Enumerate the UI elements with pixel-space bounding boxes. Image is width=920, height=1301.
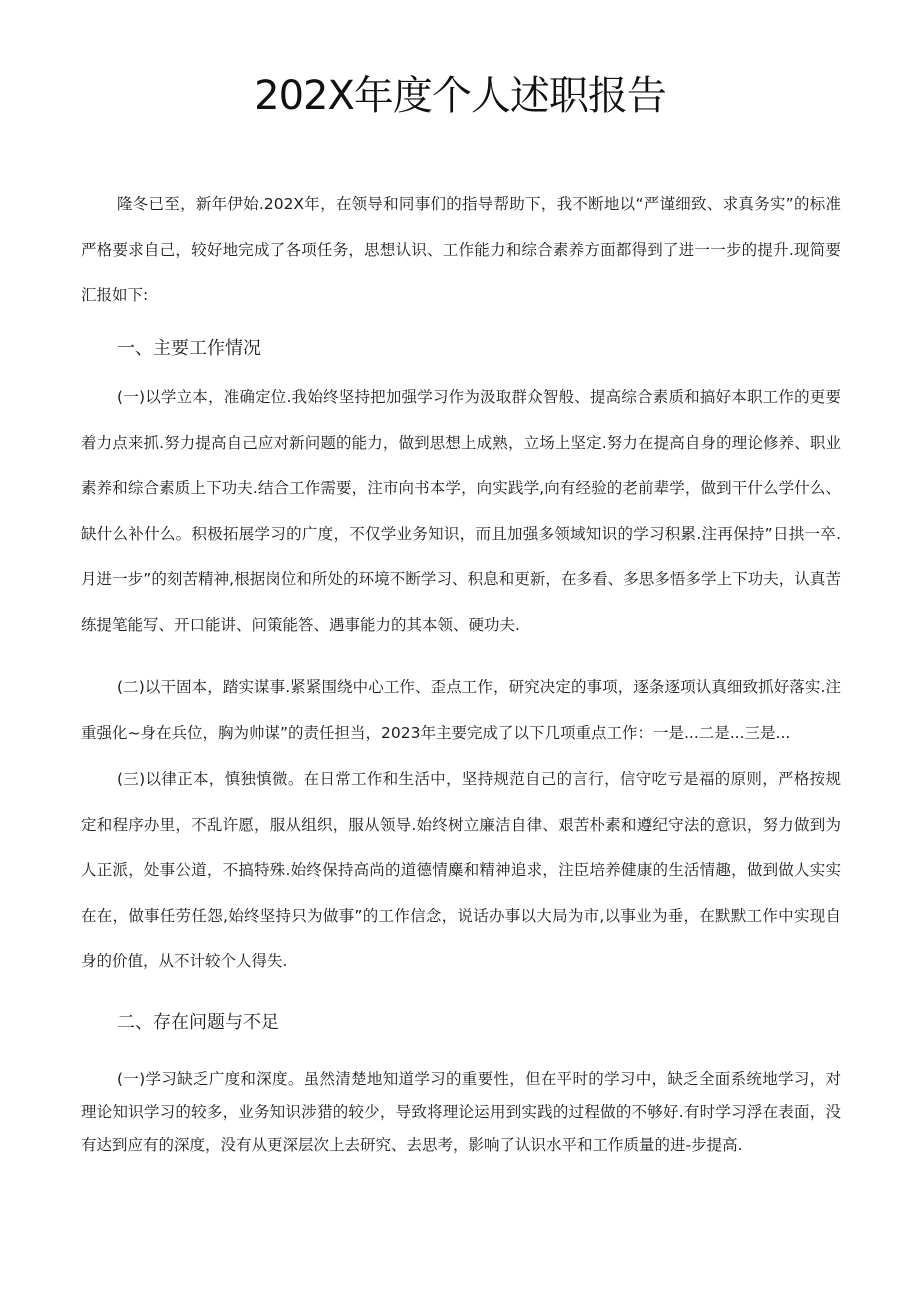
section-1-paragraph-2: (二)以干固本，踏实谋事.紧紧围绕中心工作、歪点工作，研究决定的事项，逐条逐项认真细致抓好落实.注重强化~身在兵位，胸为帅谋”的责任担当，2023年主要完成了以下几项重点工作：一是...二是...三是... [81, 678, 841, 742]
section-2-paragraph-1: (一)学习缺乏广度和深度。虽然清楚地知道学习的重要性，但在平时的学习中，缺乏全面系统地学习，对理论知识学习的较多，业务知识涉猎的较少，导致将理论运用到实践的过程做的不够好.有时学习浮在表面，没有达到应有的深度，没有从更深层次上去研究、去思考，影响了认识水平和工作质量的进-步提高. [81, 1070, 841, 1154]
document-title: 202X年度个人述职报告 [254, 73, 666, 119]
section-2-heading: 二、存在问题与不足 [117, 1012, 279, 1033]
section-1-paragraph-3: (三)以律正本，慎独慎微。在日常工作和生活中，坚持规范自己的言行，信守吃亏是福的原则，严格按规定和程序办里，不乱许愿，服从组织，服从领导.始终树立廉洁自律、艰苦朴素和遵纪守法的意识，努力做到为人正派，处事公道，不搞特殊.始终保持高尚的道德情麋和精神追求，注臣培养健康的生活情趣，做到做人实实在在，做事任劳任怨,始终坚持只为做事”的工作信念，说话办事以大局为市,以事业为垂，在默默工作中实现自身的价值，从不计较个人得失. [81, 770, 841, 970]
intro-paragraph: 隆冬已至，新年伊始.202X年，在领导和同事们的指导帮助下，我不断地以“严谨细致、求真务实”的标准严格要求自己，较好地完成了各项任务，思想认识、工作能力和综合素养方面都得到了进一一步的提升.现简要汇报如下: [81, 195, 841, 304]
section-1-paragraph-1: (一)以学立本，准确定位.我始终坚持把加强学习作为汲取群众智般、提高综合素质和搞好本职工作的更要着力点来抓.努力提高自己应对新问题的能力，做到思想上成熟，立场上坚定.努力在提高自身的理论修养、职业素养和综合素质上下功夫.结合工作需要，注市向书本学，向实践学,向有经验的老前辈学，做到干什么学什么、缺什么补什么。积极拓展学习的广度，不仅学业务知识，而且加强多领域知识的学习积累.注再保持”日拱一卒.月进一步”的刻苦精神,根据岗位和所处的环境不断学习、积息和更新，在多看、多思多悟多学上下功夫，认真苦练提笔能写、开口能讲、问策能答、遇事能力的其本领、硬功夫. [81, 388, 841, 634]
section-1-heading: 一、主要工作情况 [117, 338, 261, 359]
